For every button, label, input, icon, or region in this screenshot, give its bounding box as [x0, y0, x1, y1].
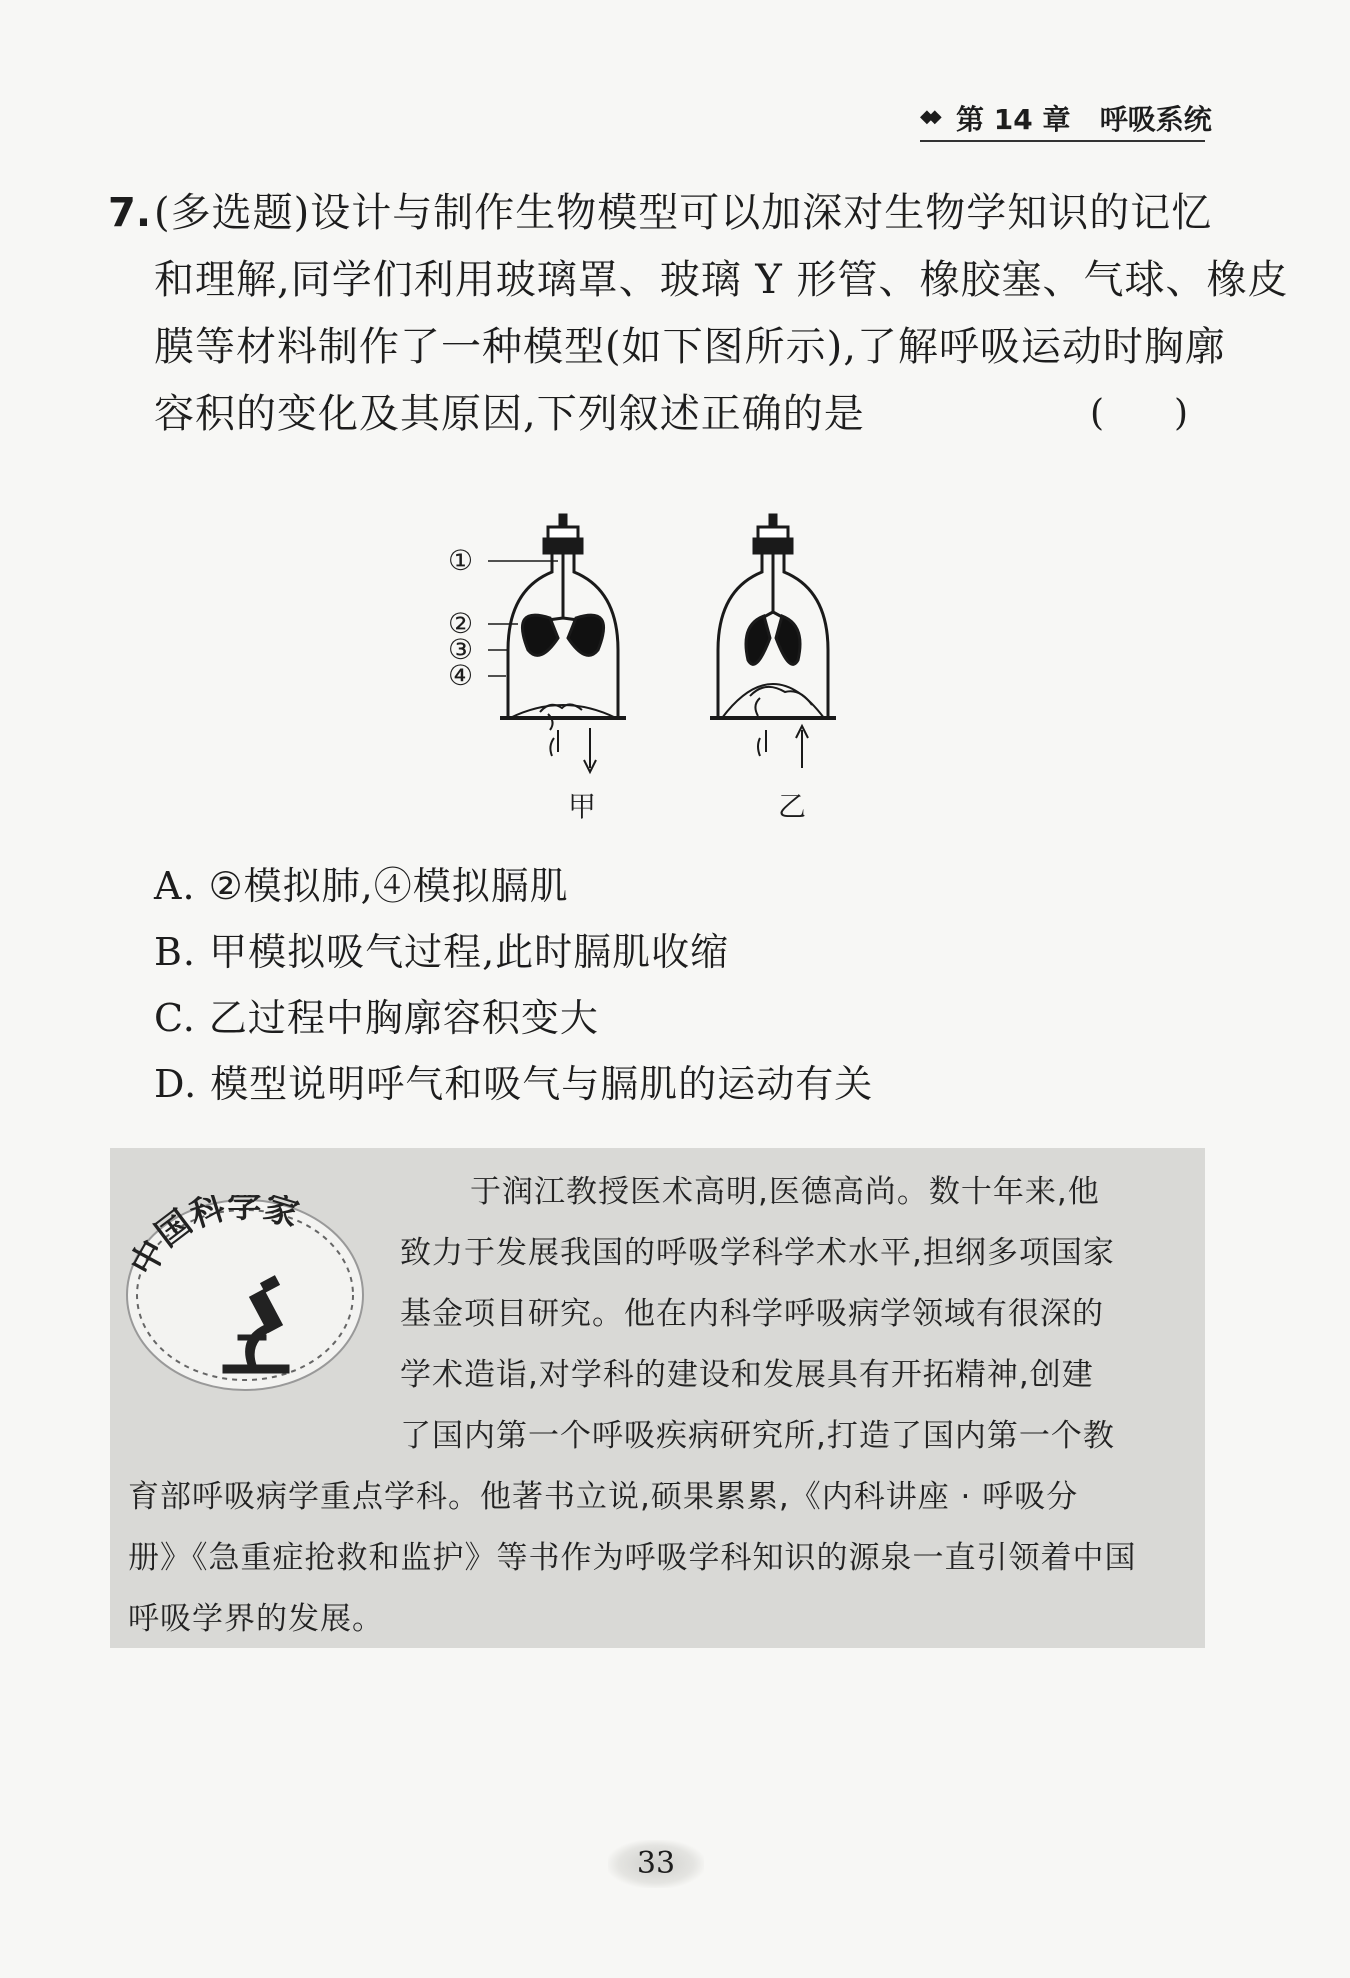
option-d[interactable]: D. 模型说明呼气和吸气与膈肌的运动有关: [154, 1062, 874, 1106]
bio-text-line: 于润江教授医术高明,医德高尚。数十年来,他: [470, 1174, 1100, 1210]
bio-text-line: 致力于发展我国的呼吸学科学术水平,担纲多项国家: [400, 1235, 1115, 1271]
question-text-line: 和理解,同学们利用玻璃罩、玻璃 Y 形管、橡胶塞、气球、橡皮: [154, 257, 1289, 303]
bio-text-line: 册》《急重症抢救和监护》等书作为呼吸学科知识的源泉一直引领着中国: [128, 1540, 1137, 1576]
option-c[interactable]: C. 乙过程中胸廓容积变大: [154, 996, 599, 1040]
bio-text-line: 呼吸学界的发展。: [128, 1601, 384, 1637]
question-text-line: 膜等材料制作了一种模型(如下图所示),了解呼吸运动时胸廓: [154, 324, 1226, 370]
bio-text-line: 基金项目研究。他在内科学呼吸病学领域有很深的: [400, 1296, 1104, 1332]
badge-title: 中国科学家: [122, 1195, 304, 1283]
marker-2: ②: [448, 607, 474, 640]
marker-3: ③: [448, 633, 474, 666]
caption-yi: 乙: [778, 790, 807, 823]
bio-text-line: 了国内第一个呼吸疾病研究所,打造了国内第一个教: [400, 1418, 1115, 1454]
marker-4: ④: [448, 659, 474, 692]
chapter-header: [920, 92, 1212, 142]
question-number: 7.: [108, 190, 152, 236]
answer-blank[interactable]: ( ): [1090, 393, 1189, 434]
badge-emblem: [120, 1195, 370, 1395]
question-text-line: (多选题)设计与制作生物模型可以加深对生物学知识的记忆: [154, 190, 1213, 236]
diamond-icon: ◆◆: [920, 106, 936, 127]
option-b[interactable]: B. 甲模拟吸气过程,此时膈肌收缩: [154, 930, 730, 974]
chapter-title: 第 14 章 呼吸系统: [956, 103, 1212, 136]
chinese-scientist-badge: [120, 1195, 370, 1395]
marker-1: ①: [448, 544, 474, 577]
question-text-line: 容积的变化及其原因,下列叙述正确的是: [154, 391, 865, 437]
bio-text-line: 学术造诣,对学科的建设和发展具有开拓精神,创建: [400, 1357, 1094, 1393]
page-number: 33: [608, 1840, 704, 1888]
option-a[interactable]: A. ②模拟肺,④模拟膈肌: [154, 864, 569, 908]
bell-jar-diagram: [440, 500, 900, 830]
bio-text-line: 育部呼吸病学重点学科。他著书立说,硕果累累,《内科讲座 · 呼吸分: [128, 1479, 1079, 1515]
breathing-model-figure: [440, 500, 900, 830]
caption-jia: 甲: [568, 790, 597, 823]
